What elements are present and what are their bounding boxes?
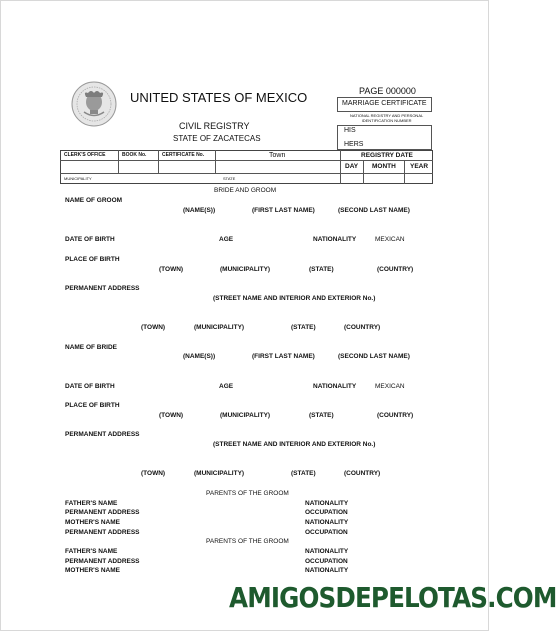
groom-pob-country: (COUNTRY) [377,266,414,273]
groom-addr-municipality: (MUNICIPALITY) [194,324,245,331]
bride-pob-state: (STATE) [309,412,334,419]
groom-pob-label: PLACE OF BIRTH [65,256,120,263]
bride-addr-country: (COUNTRY) [344,470,381,477]
mother-occupation-label-1: OCCUPATION [305,529,348,536]
father-name-label-2: FATHER'S NAME [65,548,118,555]
section-bride-groom: BRIDE AND GROOM [214,187,277,194]
bride-pob-town: (TOWN) [159,412,184,419]
site-watermark: AMIGOSDEPELOTAS.COM [229,581,557,614]
bride-pob-country: (COUNTRY) [377,412,414,419]
coat-of-arms-seal-icon [71,81,117,127]
mother-nationality-label-2: NATIONALITY [305,567,349,574]
state-title: STATE OF ZACATECAS [173,134,261,143]
father-name-label-1: FATHER'S NAME [65,500,118,507]
groom-pob-municipality: (MUNICIPALITY) [220,266,271,273]
book-header: BOOK No. [122,152,147,158]
bride-first-last-label: (FIRST LAST NAME) [252,353,315,360]
bride-addr-municipality: (MUNICIPALITY) [194,470,245,477]
groom-age-label: AGE [219,236,234,243]
month-header: MONTH [372,163,396,170]
groom-nationality-value: MEXICAN [375,236,405,243]
groom-dob-label: DATE OF BIRTH [65,236,115,243]
bride-pob-label: PLACE OF BIRTH [65,402,120,409]
father-address-label-2: PERMANENT ADDRESS [65,558,140,565]
mother-name-label-1: MOTHER'S NAME [65,519,120,526]
groom-name-label: NAME OF GROOM [65,197,123,204]
groom-addr-country: (COUNTRY) [344,324,381,331]
parents-section-title-2: PARENTS OF THE GROOM [206,538,289,545]
groom-address-label: PERMANENT ADDRESS [65,285,140,292]
father-occupation-label-2: OCCUPATION [305,558,348,565]
father-nationality-label-1: NATIONALITY [305,500,349,507]
mother-address-label-1: PERMANENT ADDRESS [65,529,140,536]
groom-addr-town: (TOWN) [141,324,166,331]
bride-address-label: PERMANENT ADDRESS [65,431,140,438]
bride-addr-state: (STATE) [291,470,316,477]
mother-nationality-label-1: NATIONALITY [305,519,349,526]
bride-names-label: (NAME(S)) [183,353,216,360]
father-nationality-label-2: NATIONALITY [305,548,349,555]
id-note-line-1: NATIONAL REGISTRY AND PERSONAL [350,113,424,118]
bride-street-label: (STREET NAME AND INTERIOR AND EXTERIOR No.) [213,441,376,448]
bride-addr-town: (TOWN) [141,470,166,477]
groom-pob-state: (STATE) [309,266,334,273]
his-label: HIS [344,127,356,134]
year-header: YEAR [410,163,429,170]
mother-name-label-2: MOTHER'S NAME [65,567,120,574]
groom-second-last-label: (SECOND LAST NAME) [338,207,410,214]
state-label: STATE [223,176,236,181]
registry-date-header: REGISTRY DATE [361,152,413,159]
bride-second-last-label: (SECOND LAST NAME) [338,353,410,360]
groom-names-label: (NAME(S)) [183,207,216,214]
country-title: UNITED STATES OF MEXICO [130,90,308,105]
registry-title: CIVIL REGISTRY [179,121,250,131]
bride-name-label: NAME OF BRIDE [65,344,117,351]
father-address-label-1: PERMANENT ADDRESS [65,509,140,516]
bride-nationality-label: NATIONALITY [313,383,357,390]
doc-type: MARRIAGE CERTIFICATE [342,100,427,107]
bride-age-label: AGE [219,383,234,390]
day-header: DAY [345,163,359,170]
clerk-office-header: CLERK'S OFFICE [64,152,106,158]
father-occupation-label-1: OCCUPATION [305,509,348,516]
groom-first-last-label: (FIRST LAST NAME) [252,207,315,214]
municipality-label: MUNICIPALITY [64,176,92,181]
bride-nationality-value: MEXICAN [375,383,405,390]
parents-section-title-1: PARENTS OF THE GROOM [206,490,289,497]
id-note-line-2: IDENTIFICATION NUMBER [361,118,412,123]
groom-street-label: (STREET NAME AND INTERIOR AND EXTERIOR No.) [213,295,376,302]
hers-label: HERS [344,141,364,148]
groom-nationality-label: NATIONALITY [313,236,357,243]
certificate-header: CERTIFICATE No. [162,152,205,158]
id-note [350,113,423,123]
groom-pob-town: (TOWN) [159,266,184,273]
bride-dob-label: DATE OF BIRTH [65,383,115,390]
town-header: Town [269,152,286,159]
page-number: PAGE 000000 [359,86,416,96]
groom-addr-state: (STATE) [291,324,316,331]
bride-pob-municipality: (MUNICIPALITY) [220,412,271,419]
